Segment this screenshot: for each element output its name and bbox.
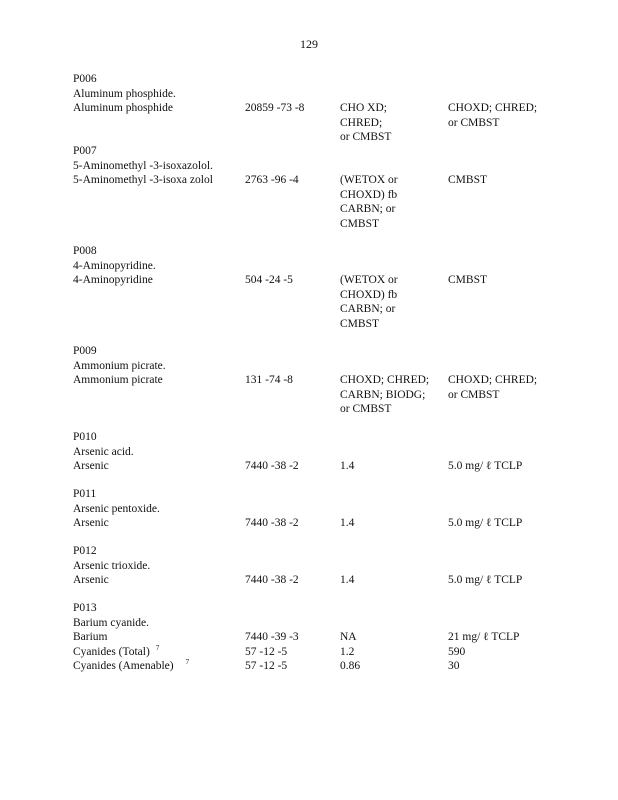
cas-number: 131 -74 -8 bbox=[245, 374, 293, 386]
constituent-name: Aluminum phosphide bbox=[73, 102, 173, 114]
constituent-row bbox=[73, 101, 593, 143]
cas-number: 504 -24 -5 bbox=[245, 274, 293, 286]
entry-p007 bbox=[73, 144, 593, 231]
constituent-name bbox=[73, 659, 243, 674]
waste-code: P011 bbox=[73, 488, 97, 500]
constituent-row bbox=[73, 573, 593, 588]
constituent-row bbox=[73, 459, 593, 474]
nonwastewater-standard: CHOXD; CHRED; or CMBST bbox=[448, 374, 538, 401]
waste-code: P007 bbox=[73, 145, 97, 157]
page-number: 129 bbox=[300, 37, 318, 51]
constituent-name: Ammonium picrate bbox=[73, 374, 163, 386]
waste-code: P013 bbox=[73, 602, 97, 614]
waste-title: Ammonium picrate. bbox=[73, 359, 166, 372]
cas-number: 7440 -38 -2 bbox=[245, 517, 299, 529]
constituent-row bbox=[73, 273, 593, 331]
entry-p008 bbox=[73, 244, 593, 331]
cas-number: 57 -12 -5 bbox=[245, 660, 288, 672]
cas-number: 7440 -39 -3 bbox=[245, 631, 299, 643]
nonwastewater-standard: CHOXD; CHRED; or CMBST bbox=[448, 102, 538, 129]
constituent-name bbox=[73, 645, 243, 660]
waste-title: Barium cyanide. bbox=[73, 616, 150, 629]
constituent-row bbox=[73, 659, 593, 674]
footnote-marker: 7 bbox=[155, 643, 160, 652]
waste-code: P010 bbox=[73, 431, 97, 443]
waste-code: P008 bbox=[73, 245, 97, 257]
entry-p009 bbox=[73, 344, 593, 431]
waste-title: 4-Aminopyridine. bbox=[73, 259, 156, 272]
constituent-row bbox=[73, 173, 593, 231]
wastewater-standard: NA bbox=[340, 631, 357, 643]
constituent-name: Arsenic bbox=[73, 460, 109, 472]
cas-number: 57 -12 -5 bbox=[245, 645, 288, 658]
waste-code: P009 bbox=[73, 345, 97, 357]
waste-title: Arsenic acid. bbox=[73, 445, 134, 458]
wastewater-standard: 1.4 bbox=[340, 574, 355, 586]
constituent-name: 4-Aminopyridine bbox=[73, 274, 153, 286]
cas-number: 20859 -73 -8 bbox=[245, 102, 305, 114]
constituent-name-text: Cyanides (Total) bbox=[73, 645, 150, 658]
constituent-name: Arsenic bbox=[73, 517, 109, 529]
nonwastewater-standard: CMBST bbox=[448, 174, 487, 186]
cas-number: 2763 -96 -4 bbox=[245, 174, 299, 186]
wastewater-standard: 1.4 bbox=[340, 460, 355, 472]
entry-p010 bbox=[73, 430, 593, 474]
wastewater-standard: CHOXD; CHRED; CARBN; BIODG; or CMBST bbox=[340, 374, 430, 415]
entry-p012 bbox=[73, 544, 593, 588]
waste-title: Arsenic trioxide. bbox=[73, 559, 151, 572]
waste-code: P006 bbox=[73, 73, 97, 85]
nonwastewater-standard: 5.0 mg/ ℓ TCLP bbox=[448, 460, 523, 472]
waste-title: 5-Aminomethyl -3-isoxazolol. bbox=[73, 159, 213, 172]
waste-code: P012 bbox=[73, 545, 97, 557]
waste-title: Arsenic pentoxide. bbox=[73, 502, 160, 515]
wastewater-standard: 0.86 bbox=[340, 660, 361, 672]
entry-p006 bbox=[73, 72, 593, 143]
constituent-name: 5-Aminomethyl -3-isoxa zolol bbox=[73, 174, 213, 186]
waste-title: Aluminum phosphide. bbox=[73, 87, 176, 100]
constituent-name: Barium bbox=[73, 631, 108, 643]
wastewater-standard: 1.4 bbox=[340, 517, 355, 529]
nonwastewater-standard: 30 bbox=[448, 660, 460, 672]
wastewater-standard: (WETOX or CHOXD) fb CARBN; or CMBST bbox=[340, 174, 398, 230]
nonwastewater-standard: 5.0 mg/ ℓ TCLP bbox=[448, 517, 523, 529]
cas-number: 7440 -38 -2 bbox=[245, 460, 299, 472]
nonwastewater-standard: 21 mg/ ℓ TCLP bbox=[448, 631, 520, 643]
constituent-row bbox=[73, 516, 593, 531]
constituent-row bbox=[73, 373, 593, 431]
footnote-marker: 7 bbox=[185, 658, 190, 667]
wastewater-standard: (WETOX or CHOXD) fb CARBN; or CMBST bbox=[340, 274, 398, 330]
cas-number: 7440 -38 -2 bbox=[245, 574, 299, 586]
wastewater-standard: 1.2 bbox=[340, 645, 355, 658]
wastewater-standard: CHO XD; CHRED; or CMBST bbox=[340, 102, 392, 143]
constituent-name: Arsenic bbox=[73, 574, 109, 586]
constituent-row bbox=[73, 645, 593, 660]
nonwastewater-standard: 5.0 mg/ ℓ TCLP bbox=[448, 574, 523, 586]
constituent-row bbox=[73, 630, 593, 645]
nonwastewater-standard: CMBST bbox=[448, 274, 487, 286]
entry-p011 bbox=[73, 487, 593, 531]
entry-p013 bbox=[73, 601, 593, 674]
constituent-name-text: Cyanides (Amenable) bbox=[73, 660, 174, 672]
nonwastewater-standard: 590 bbox=[448, 645, 466, 658]
